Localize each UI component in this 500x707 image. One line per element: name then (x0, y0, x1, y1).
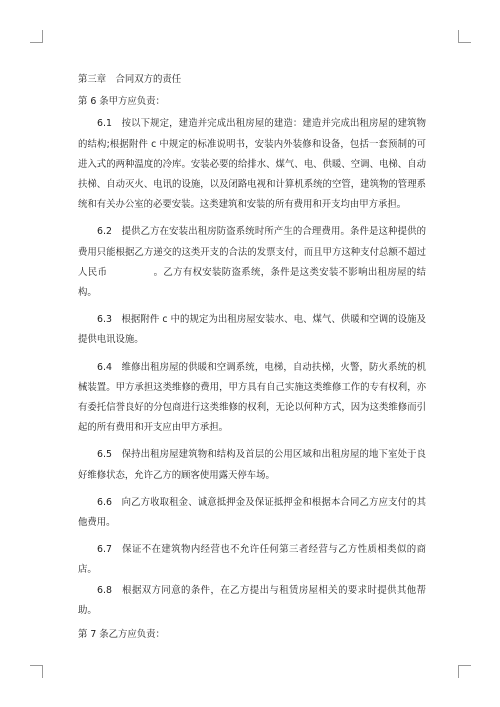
crop-mark-top-left (30, 30, 43, 43)
clause-6-2-part-a: 6.2 提供乙方在安装出租房防盗系统时所产生的合理费用。条件是这种提供的费用只能根据乙方递交的这类开支的合法的发票支付，而且甲方这种支付总额不超过人民币 (78, 226, 426, 278)
clause-6-6: 6.6 向乙方收取租金、诚意抵押金及保证抵押金和根据本合同乙方应支付的其他费用。 (78, 496, 426, 529)
crop-mark-top-right (458, 30, 471, 43)
article-6-title: 第 6 条甲方应负责： (78, 96, 165, 108)
clause-6-8: 6.8 根据双方同意的条件，在乙方提出与租赁房屋相关的要求时提供其他帮助。 (78, 584, 426, 616)
article-7-title: 第 7 条乙方应负责： (78, 629, 165, 641)
clause-6-5: 6.5 保持出租房屋建筑物和结构及首层的公用区域和出租房屋的地下室处于良好维修状态，允许乙方的顾客使用露天停车场。 (78, 449, 426, 481)
clause-6-1: 6.1 按以下规定，建造并完成出租房屋的建造：建造并完成出租房屋的建筑物的结构;根据附件 c 中规定的标准说明书，安装内外装修和设备，包括一套预制的可进入式的两种温度的冷库。安装必要的给排水、煤气、电、供暖、空调、电梯、自动扶梯、自动灭火、电讯的设施，以及闭路电视和计算机系统的空管，建筑物的管理系统和有关办公室的必要安装。这类建筑和安装的所有费用和开支均由甲方承担。 (78, 118, 426, 211)
crop-mark-bottom-left (30, 665, 43, 678)
clause-6-2 (78, 222, 426, 303)
document-page (78, 70, 426, 647)
chapter-title: 第三章 合同双方的责任 (78, 74, 182, 85)
crop-mark-bottom-right (458, 665, 471, 678)
clause-6-2-part-b: 。乙方有权安装防盗系统，条件是这类安装不影响出租房屋的结构。 (78, 266, 426, 299)
clause-6-7: 6.7 保证不在建筑物内经营也不允许任何第三者经营与乙方性质相类似的商店。 (78, 544, 426, 576)
clause-6-4: 6.4 维修出租房屋的供暖和空调系统，电梯，自动扶梯，火警，防火系统的机械装置。甲方承担这类维修的费用，甲方具有自己实施这类维修工作的专有权利，亦有委托信誉良好的分包商进行这类维修的权利，无论以何种方式，因为这类维修而引起的所有费用和开支应由甲方承担。 (78, 361, 426, 434)
clause-6-3: 6.3 根据附件 c 中的规定为出租房屋安装水、电、煤气、供暖和空调的设施及提供电讯设施。 (78, 314, 426, 346)
